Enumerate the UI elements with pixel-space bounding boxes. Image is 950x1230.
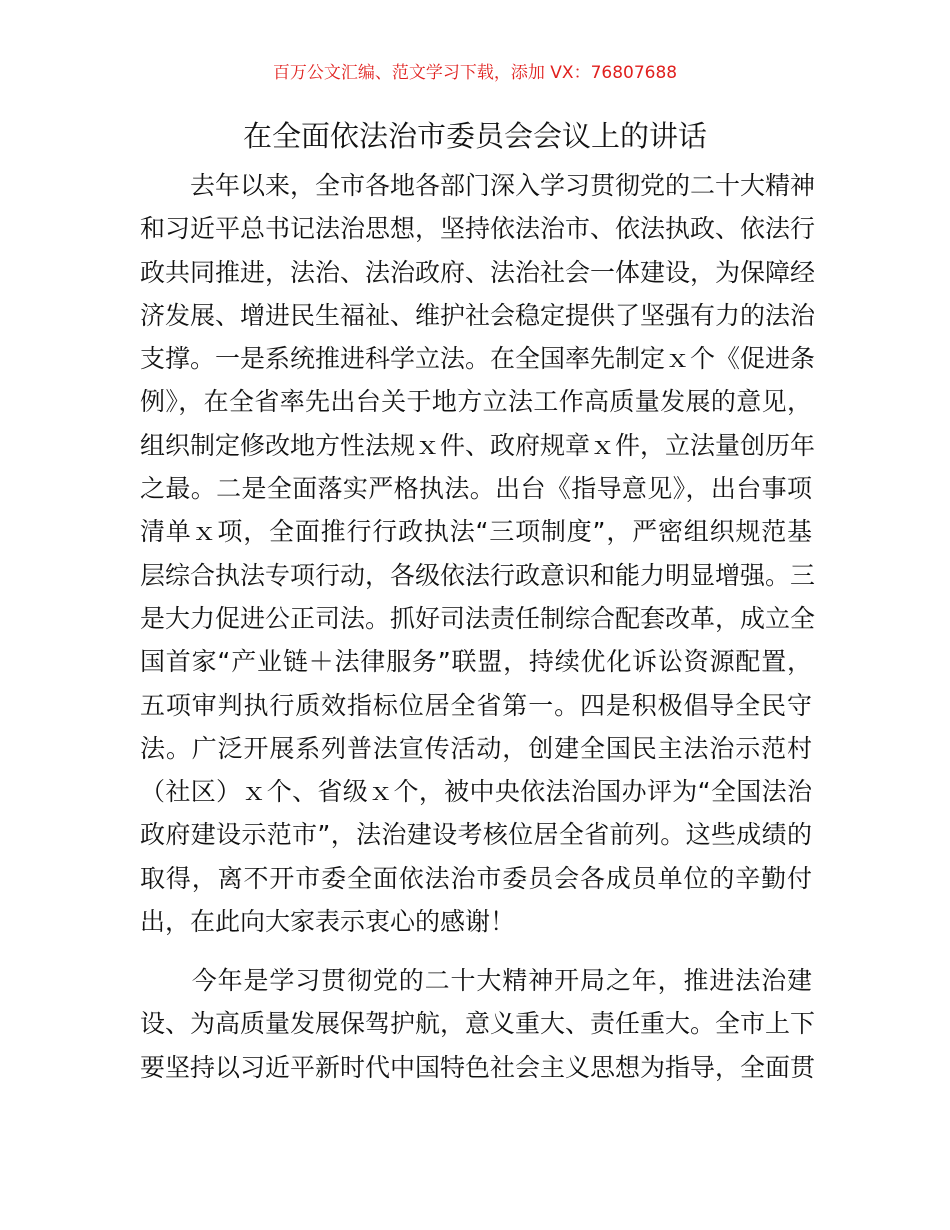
text-line: 要坚持以习近平新时代中国特色社会主义思想为指导，全面贯 xyxy=(140,1052,816,1082)
watermark-header: 百万公文汇编、范文学习下载，添加 VX：76807688 xyxy=(272,63,678,83)
text-line: 之最。二是全面落实严格执法。出台《指导意见》，出台事项 xyxy=(140,474,812,504)
document-title: 在全面依法治市委员会会议上的讲话 xyxy=(242,119,707,153)
text-line: 五项审判执行质效指标位居全省第一。四是积极倡导全民守 xyxy=(140,690,812,720)
text-line: 组织制定修改地方性法规ｘ件、政府规章ｘ件，立法量创历年 xyxy=(140,430,816,460)
text-line: 支撑。一是系统推进科学立法。在全国率先制定ｘ个《促进条 xyxy=(140,344,816,374)
paragraph-2 xyxy=(140,959,816,1089)
text-line: 是大力促进公正司法。抓好司法责任制综合配套改革，成立全 xyxy=(140,603,816,633)
text-line: 取得，离不开市委全面依法治市委员会各成员单位的辛勤付 xyxy=(140,863,812,893)
text-line: 今年是学习贯彻党的二十大精神开局之年，推进法治建 xyxy=(140,966,812,995)
text-line: 济发展、增进民生福祉、维护社会稳定提供了坚强有力的法治 xyxy=(140,300,816,330)
text-line: 出，在此向大家表示衷心的感谢！ xyxy=(140,907,516,937)
paragraph-1 xyxy=(140,164,816,943)
text-line: 法。广泛开展系列普法宣传活动，创建全国民主法治示范村 xyxy=(140,733,812,763)
text-line: 国首家“产业链＋法律服务”联盟，持续优化诉讼资源配置， xyxy=(140,647,812,677)
text-line: 政共同推进，法治、法治政府、法治社会一体建设，为保障经 xyxy=(140,257,816,287)
text-line: 和习近平总书记法治思想，坚持依法治市、依法执政、依法行 xyxy=(140,214,816,244)
text-line: 例》，在全省率先出台关于地方立法工作高质量发展的意见， xyxy=(140,387,812,417)
text-line: 清单ｘ项，全面推行行政执法“三项制度”，严密组织规范基 xyxy=(140,517,812,547)
text-line: 政府建设示范市”，法治建设考核位居全省前列。这些成绩的 xyxy=(140,820,812,850)
text-line: 设、为高质量发展保驾护航，意义重大、责任重大。全市上下 xyxy=(140,1009,816,1039)
text-line: 去年以来，全市各地各部门深入学习贯彻党的二十大精神 xyxy=(140,171,816,200)
text-line: （社区）ｘ个、省级ｘ个，被中央依法治国办评为“全国法治 xyxy=(140,777,812,807)
text-line: 层综合执法专项行动，各级依法行政意识和能力明显增强。三 xyxy=(140,560,816,590)
